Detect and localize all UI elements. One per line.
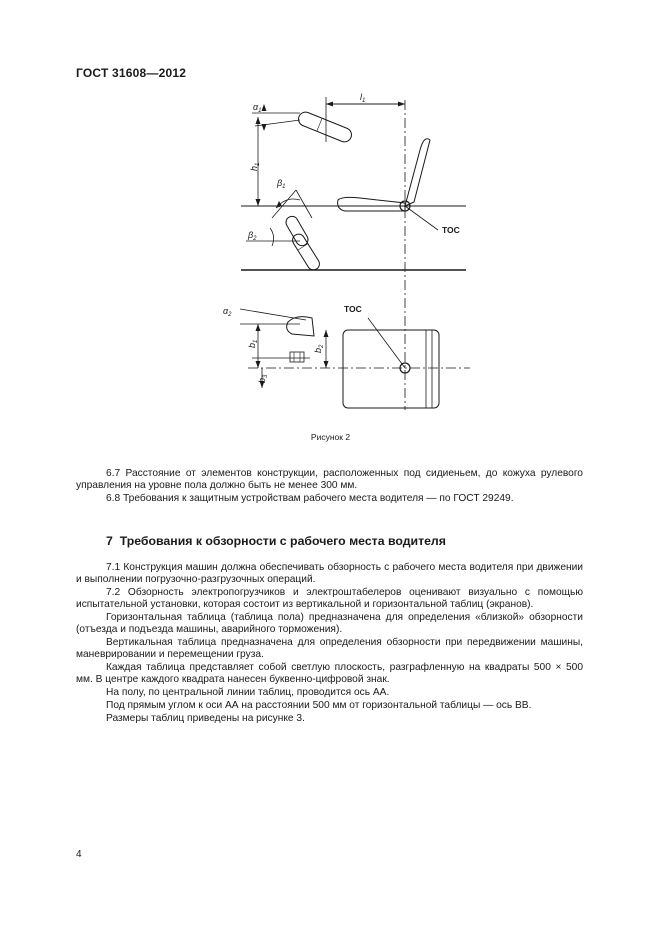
seat-top-view [343,330,439,408]
paragraph-figure-3-ref: Размеры таблиц приведены на рисунке 3. [106,713,305,724]
label-beta1: $\beta_1$ [277,178,286,190]
paragraph-table-squares: Каждая таблица представляет собой светлую плоскость, разграфленную на квадраты 500 × 500 мм. В центре каждого квадрата нанесен буквенно-цифровой знак. [76,662,583,686]
label-toc-side: ТОС [442,225,460,235]
seat-back [405,139,430,206]
paragraph-axis-aa: На полу, по центральной линии таблиц, проводится ось АА. [106,687,390,698]
head-top-view [287,317,314,336]
paragraph-7-1: 7.1 Конструкция машин должна обеспечивать обзорность с рабочего места водителя при движении и выполнении погрузочно-разгрузочных операций. [76,562,583,586]
label-b2: $b_2$ [313,344,325,353]
lower-eye-shape-2 [290,232,321,272]
paragraph-6-8: 6.8 Требования к защитным устройствам рабочего места водителя — по ГОСТ 29249. [106,493,514,504]
label-beta2: $\beta_2$ [248,230,257,242]
label-b1: $b_1$ [247,339,259,348]
seat-cushion [338,197,405,211]
paragraph-horizontal-table: Горизонтальная таблица (таблица пола) предназначена для определения «близкой» обзорности (отъезда и подъезда машины, аварийного торможения). [76,612,583,636]
paragraph-vertical-table: Вертикальная таблица предназначена для определения обзорности при передвижении машины, маневрировании и перемещении груза. [76,637,583,661]
label-toc-top: ТОС [344,304,362,314]
sensor-box [290,352,304,362]
paragraph-axis-bb: Под прямым углом к оси АА на расстоянии 500 мм от горизонтальной таблицы — ось ВВ. [106,700,532,711]
label-b3: $b_3$ [257,374,269,383]
label-alpha2: $\alpha_2$ [223,306,232,318]
section-heading: 7 Требования к обзорности с рабочего места водителя [106,534,446,548]
lower-eye-shape-1 [284,214,310,248]
page-number: 4 [76,849,82,860]
label-alpha1: $\alpha_1$ [253,102,262,114]
document-header: ГОСТ 31608—2012 [76,66,187,80]
figure-2-drawing [0,0,661,430]
upper-eye-shape [296,110,353,144]
figure-caption: Рисунок 2 [310,432,351,442]
label-l1: $l_1$ [360,92,366,104]
label-h1: $h_1$ [249,162,261,171]
paragraph-7-2: 7.2 Обзорность электропогрузчиков и электроштабелеров оценивают визуально с помощью испытательной установки, которая состоит из вертикальной и горизонтальной таблиц (экранов). [76,587,583,611]
paragraph-6-7: 6.7 Расстояние от элементов конструкции, расположенных под сидиеньем, до кожуха рулевого управления на уровне пола должно быть не менее 300 мм. [76,468,583,492]
